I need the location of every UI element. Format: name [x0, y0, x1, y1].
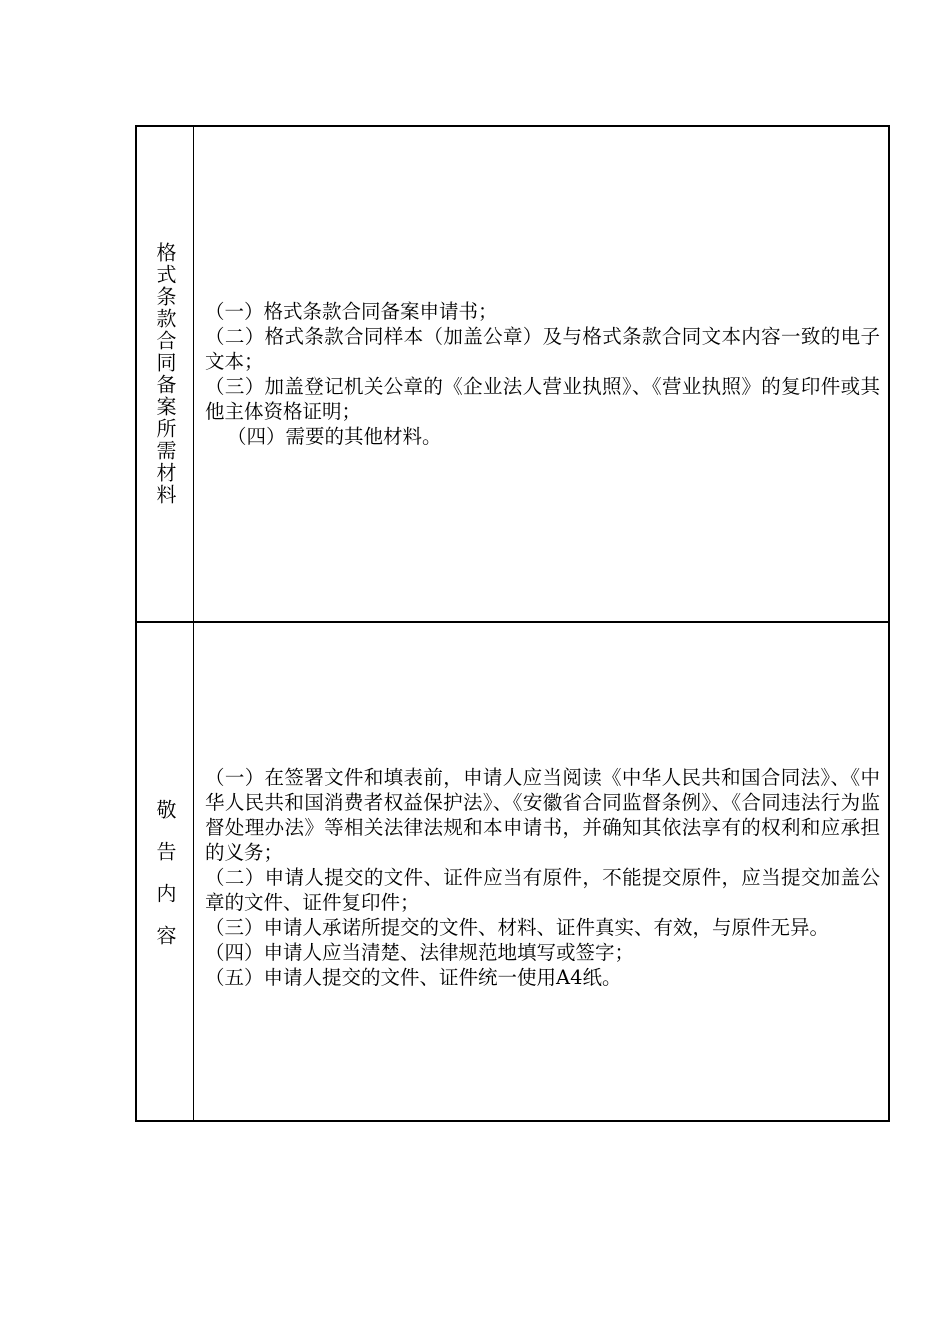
row-label-required-materials: 格式条款合同备案所需材料 — [153, 242, 177, 506]
table-row-notice — [137, 623, 888, 1120]
required-materials-list — [205, 299, 880, 449]
requirements-table — [135, 125, 890, 1122]
list-item: （三）申请人承诺所提交的文件、材料、证件真实、有效，与原件无异。 — [205, 916, 830, 939]
table-row-required-materials — [137, 127, 888, 623]
list-item: （三）加盖登记机关公章的《企业法人营业执照》、《营业执照》的复印件或其他主体资格证明； — [205, 375, 880, 423]
row-label-cell — [137, 623, 194, 1120]
notice-list — [205, 765, 880, 990]
list-item: （二）格式条款合同样本（加盖公章）及与格式条款合同文本内容一致的电子文本； — [205, 325, 880, 373]
list-item: （四）需要的其他材料。 — [227, 425, 442, 448]
list-item: （四）申请人应当清楚、法律规范地填写或签字； — [205, 941, 635, 964]
list-item: （五）申请人提交的文件、证件统一使用A4纸。 — [205, 966, 622, 989]
row-content-cell — [195, 127, 888, 621]
list-item: （一）在签署文件和填表前，申请人应当阅读《中华人民共和国合同法》、《中华人民共和国消费者权益保护法》、《安徽省合同监督条例》、《合同违法行为监督处理办法》等相关法律法规和本申请书，并确知其依法享有的权利和应承担的义务； — [205, 766, 880, 864]
row-label-cell — [137, 127, 194, 621]
row-label-notice: 敬告内容 — [153, 798, 177, 967]
list-item: （一）格式条款合同备案申请书； — [205, 300, 498, 323]
list-item: （二）申请人提交的文件、证件应当有原件，不能提交原件，应当提交加盖公章的文件、证件复印件； — [205, 866, 880, 914]
row-content-cell — [195, 623, 888, 1120]
